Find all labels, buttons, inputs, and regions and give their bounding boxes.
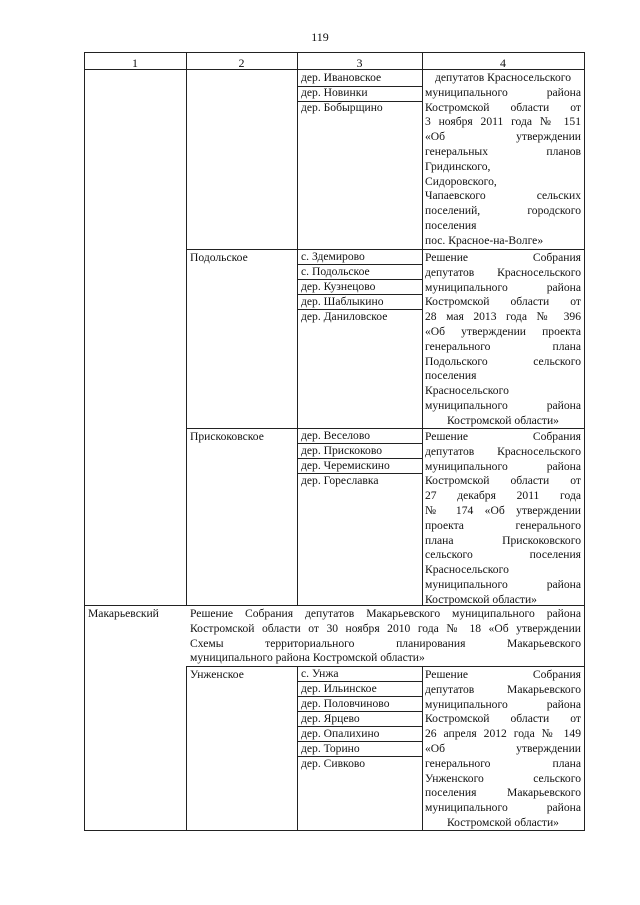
village-name: дер. Бобырщино: [301, 101, 383, 114]
text-line: муниципального района: [425, 577, 581, 591]
text-line: Решение Собрания: [425, 668, 581, 681]
text-line: поселения Макарьевского: [425, 786, 581, 800]
text-line: Решение Собрания: [425, 430, 581, 443]
village-name: дер. Шаблыкино: [301, 295, 384, 308]
text-line: Костромской области»: [447, 413, 559, 427]
text-line: муниципального района: [425, 85, 581, 99]
settlement-name: Прискоковское: [190, 430, 264, 443]
village-list: [301, 667, 421, 772]
column-header-1: 1: [132, 56, 138, 70]
village-name: дер. Торино: [301, 742, 360, 755]
village-name: дер. Сивково: [301, 757, 366, 770]
text-line: генеральных планов: [425, 144, 581, 158]
text-line: Решение Собрания: [425, 251, 581, 264]
text-line: 28 мая 2013 года № 396: [425, 310, 581, 324]
column-header-2: 2: [238, 56, 245, 70]
village-name: дер. Ильинское: [301, 682, 377, 695]
text-line: Решение Собрания депутатов Макарьевского муниципального района: [190, 607, 581, 620]
village-name: дер. Опалихино: [301, 727, 380, 740]
text-line: «Об утверждении проекта: [425, 324, 581, 338]
village-name: дер. Ярцево: [301, 712, 360, 725]
text-line: 3 ноября 2011 года № 151: [425, 115, 581, 129]
village-name: дер. Ивановское: [301, 71, 382, 84]
text-line: «Об утверждении: [425, 130, 581, 144]
text-line: Гридинского,: [425, 159, 491, 173]
village-name: дер. Черемискино: [301, 459, 390, 472]
text-line: Костромской области от 30 ноября 2010 года № 18 «Об утверждении: [190, 621, 581, 635]
text-line: Костромской области от: [425, 295, 581, 309]
text-line: Костромской области от: [425, 100, 581, 114]
text-line: пос. Красное-на-Волге»: [425, 233, 544, 247]
text-line: муниципального района: [425, 697, 581, 711]
text-line: сельского поселения: [425, 548, 581, 562]
text-line: Сидоровского,: [425, 174, 497, 188]
village-name: дер. Новинки: [301, 86, 368, 99]
text-line: депутатов Красносельского: [425, 265, 581, 279]
district-resolution-text: [190, 607, 581, 666]
village-name: с. Унжа: [301, 667, 339, 680]
village-name: дер. Гореславка: [301, 474, 379, 487]
text-line: плана Прискоковского: [425, 533, 581, 547]
village-name: с. Здемирово: [301, 250, 365, 263]
text-line: Костромской области от: [425, 474, 581, 488]
village-name: дер. Даниловское: [301, 310, 388, 323]
text-line: Унженского сельского: [425, 771, 581, 785]
text-line: муниципального района: [425, 801, 581, 815]
village-name: дер. Прискоково: [301, 444, 383, 457]
village-name: дер. Веселово: [301, 429, 371, 442]
resolution-text: [425, 430, 581, 608]
text-line: № 174 «Об утверждении: [425, 503, 581, 517]
district-name: Макарьевский: [88, 607, 159, 620]
resolution-text: [425, 71, 581, 249]
text-line: муниципального района Костромской области»: [190, 651, 425, 665]
village-list: [301, 250, 421, 325]
settlement-name: Подольское: [190, 251, 248, 264]
column-header-3: 3: [356, 56, 363, 70]
text-line: Красносельского: [425, 384, 509, 398]
text-line: Костромской области»: [425, 592, 537, 606]
page-number: 119: [311, 30, 329, 44]
column-header-4: 4: [500, 56, 506, 70]
text-line: Схемы территориального планирования Макарьевского: [190, 636, 581, 650]
text-line: депутатов Макарьевского: [425, 682, 581, 696]
text-line: Чапаевского сельских: [425, 189, 581, 203]
village-name: дер. Половчиново: [301, 697, 390, 710]
village-name: дер. Кузнецово: [301, 280, 376, 293]
text-line: поселения: [425, 369, 477, 383]
text-line: проекта генерального: [425, 518, 581, 532]
resolution-text: [425, 251, 581, 429]
text-line: Костромской области»: [447, 815, 559, 829]
text-line: генерального плана: [425, 339, 581, 353]
text-line: муниципального района: [425, 459, 581, 473]
text-line: поселения: [425, 218, 477, 232]
village-list: [301, 71, 421, 116]
text-line: муниципального района: [425, 398, 581, 412]
text-line: 27 декабря 2011 года: [425, 489, 581, 503]
text-line: Подольского сельского: [425, 354, 581, 368]
resolution-text: [425, 668, 581, 831]
text-line: 26 апреля 2012 года № 149: [425, 727, 581, 741]
text-line: депутатов Красносельского: [425, 444, 581, 458]
village-list: [301, 429, 421, 489]
text-line: депутатов Красносельского: [434, 71, 572, 84]
text-line: муниципального района: [425, 280, 581, 294]
text-line: поселений, городского: [425, 204, 581, 218]
text-line: «Об утверждении: [425, 741, 581, 755]
settlement-name: Унженское: [190, 668, 244, 681]
village-name: с. Подольское: [301, 265, 370, 278]
text-line: Красносельского: [425, 563, 509, 577]
text-line: генерального плана: [425, 756, 581, 770]
text-line: Костромской области от: [425, 712, 581, 726]
